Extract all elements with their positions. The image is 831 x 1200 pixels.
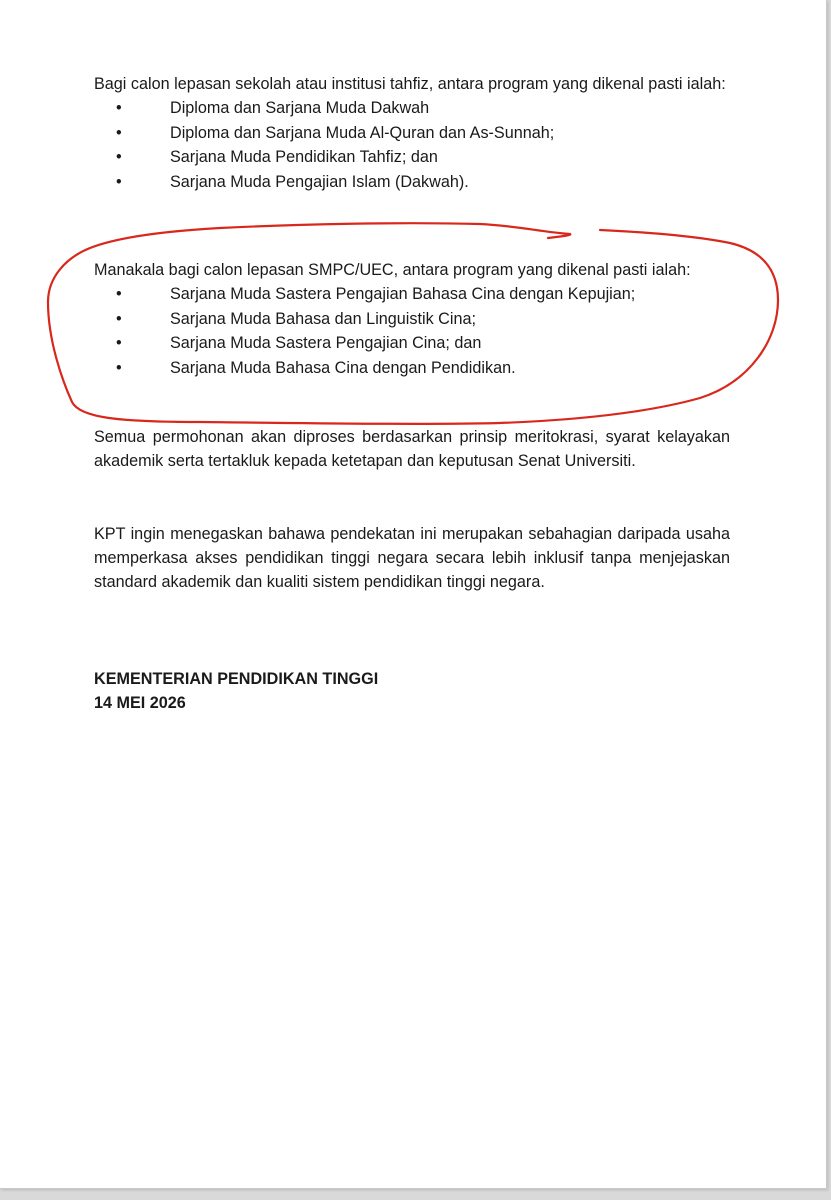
smpc-uec-section [94, 258, 730, 380]
list-item [94, 331, 730, 356]
bullet-icon: • [116, 309, 122, 328]
list-item [94, 282, 730, 307]
smpc-uec-intro: Manakala bagi calon lepasan SMPC/UEC, antara program yang dikenal pasti ialah: [94, 261, 691, 279]
list-item [94, 356, 730, 381]
program-name: Sarjana Muda Sastera Pengajian Cina; dan [170, 334, 482, 352]
signature-block [94, 667, 730, 715]
program-name: Sarjana Muda Bahasa dan Linguistik Cina; [170, 309, 476, 328]
bullet-icon: • [116, 148, 122, 166]
bullet-icon: • [116, 99, 122, 117]
kpt-paragraph: KPT ingin menegaskan bahawa pendekatan ini merupakan sebahagian daripada usaha memperkasa akses pendidikan tinggi negara secara lebih inklusif tanpa menjejaskan standard akademik dan kualiti sistem pendidikan tinggi negara. [94, 525, 730, 591]
signatory: KEMENTERIAN PENDIDIKAN TINGGI [94, 670, 379, 688]
bullet-icon: • [116, 334, 122, 352]
program-name: Sarjana Muda Pengajian Islam (Dakwah). [170, 172, 469, 191]
list-item [94, 121, 730, 146]
merit-paragraph-section [94, 425, 730, 473]
bullet-icon: • [116, 285, 122, 303]
program-name: Sarjana Muda Pendidikan Tahfiz; dan [170, 148, 438, 166]
list-item [94, 96, 730, 121]
smpc-programs-list [94, 282, 730, 380]
bullet-icon: • [116, 358, 122, 377]
bullet-icon: • [116, 123, 122, 142]
list-item [94, 170, 730, 195]
merit-paragraph: Semua permohonan akan diproses berdasarkan prinsip meritokrasi, syarat kelayakan akademik serta tertakluk kepada ketetapan dan keputusan Senat Universiti. [94, 428, 730, 470]
list-item [94, 307, 730, 332]
school-leavers-section [94, 72, 730, 194]
document-date: 14 MEI 2026 [94, 694, 186, 712]
program-name: Sarjana Muda Sastera Pengajian Bahasa Cina dengan Kepujian; [170, 285, 636, 303]
program-name: Diploma dan Sarjana Muda Dakwah [170, 99, 430, 117]
program-name: Diploma dan Sarjana Muda Al-Quran dan As-Sunnah; [170, 123, 555, 142]
bullet-icon: • [116, 172, 122, 191]
school-leavers-intro: Bagi calon lepasan sekolah atau institusi tahfiz, antara program yang dikenal pasti ialah: [94, 75, 726, 93]
kpt-paragraph-section [94, 522, 730, 594]
list-item [94, 145, 730, 170]
school-programs-list [94, 96, 730, 194]
program-name: Sarjana Muda Bahasa Cina dengan Pendidikan. [170, 358, 516, 377]
